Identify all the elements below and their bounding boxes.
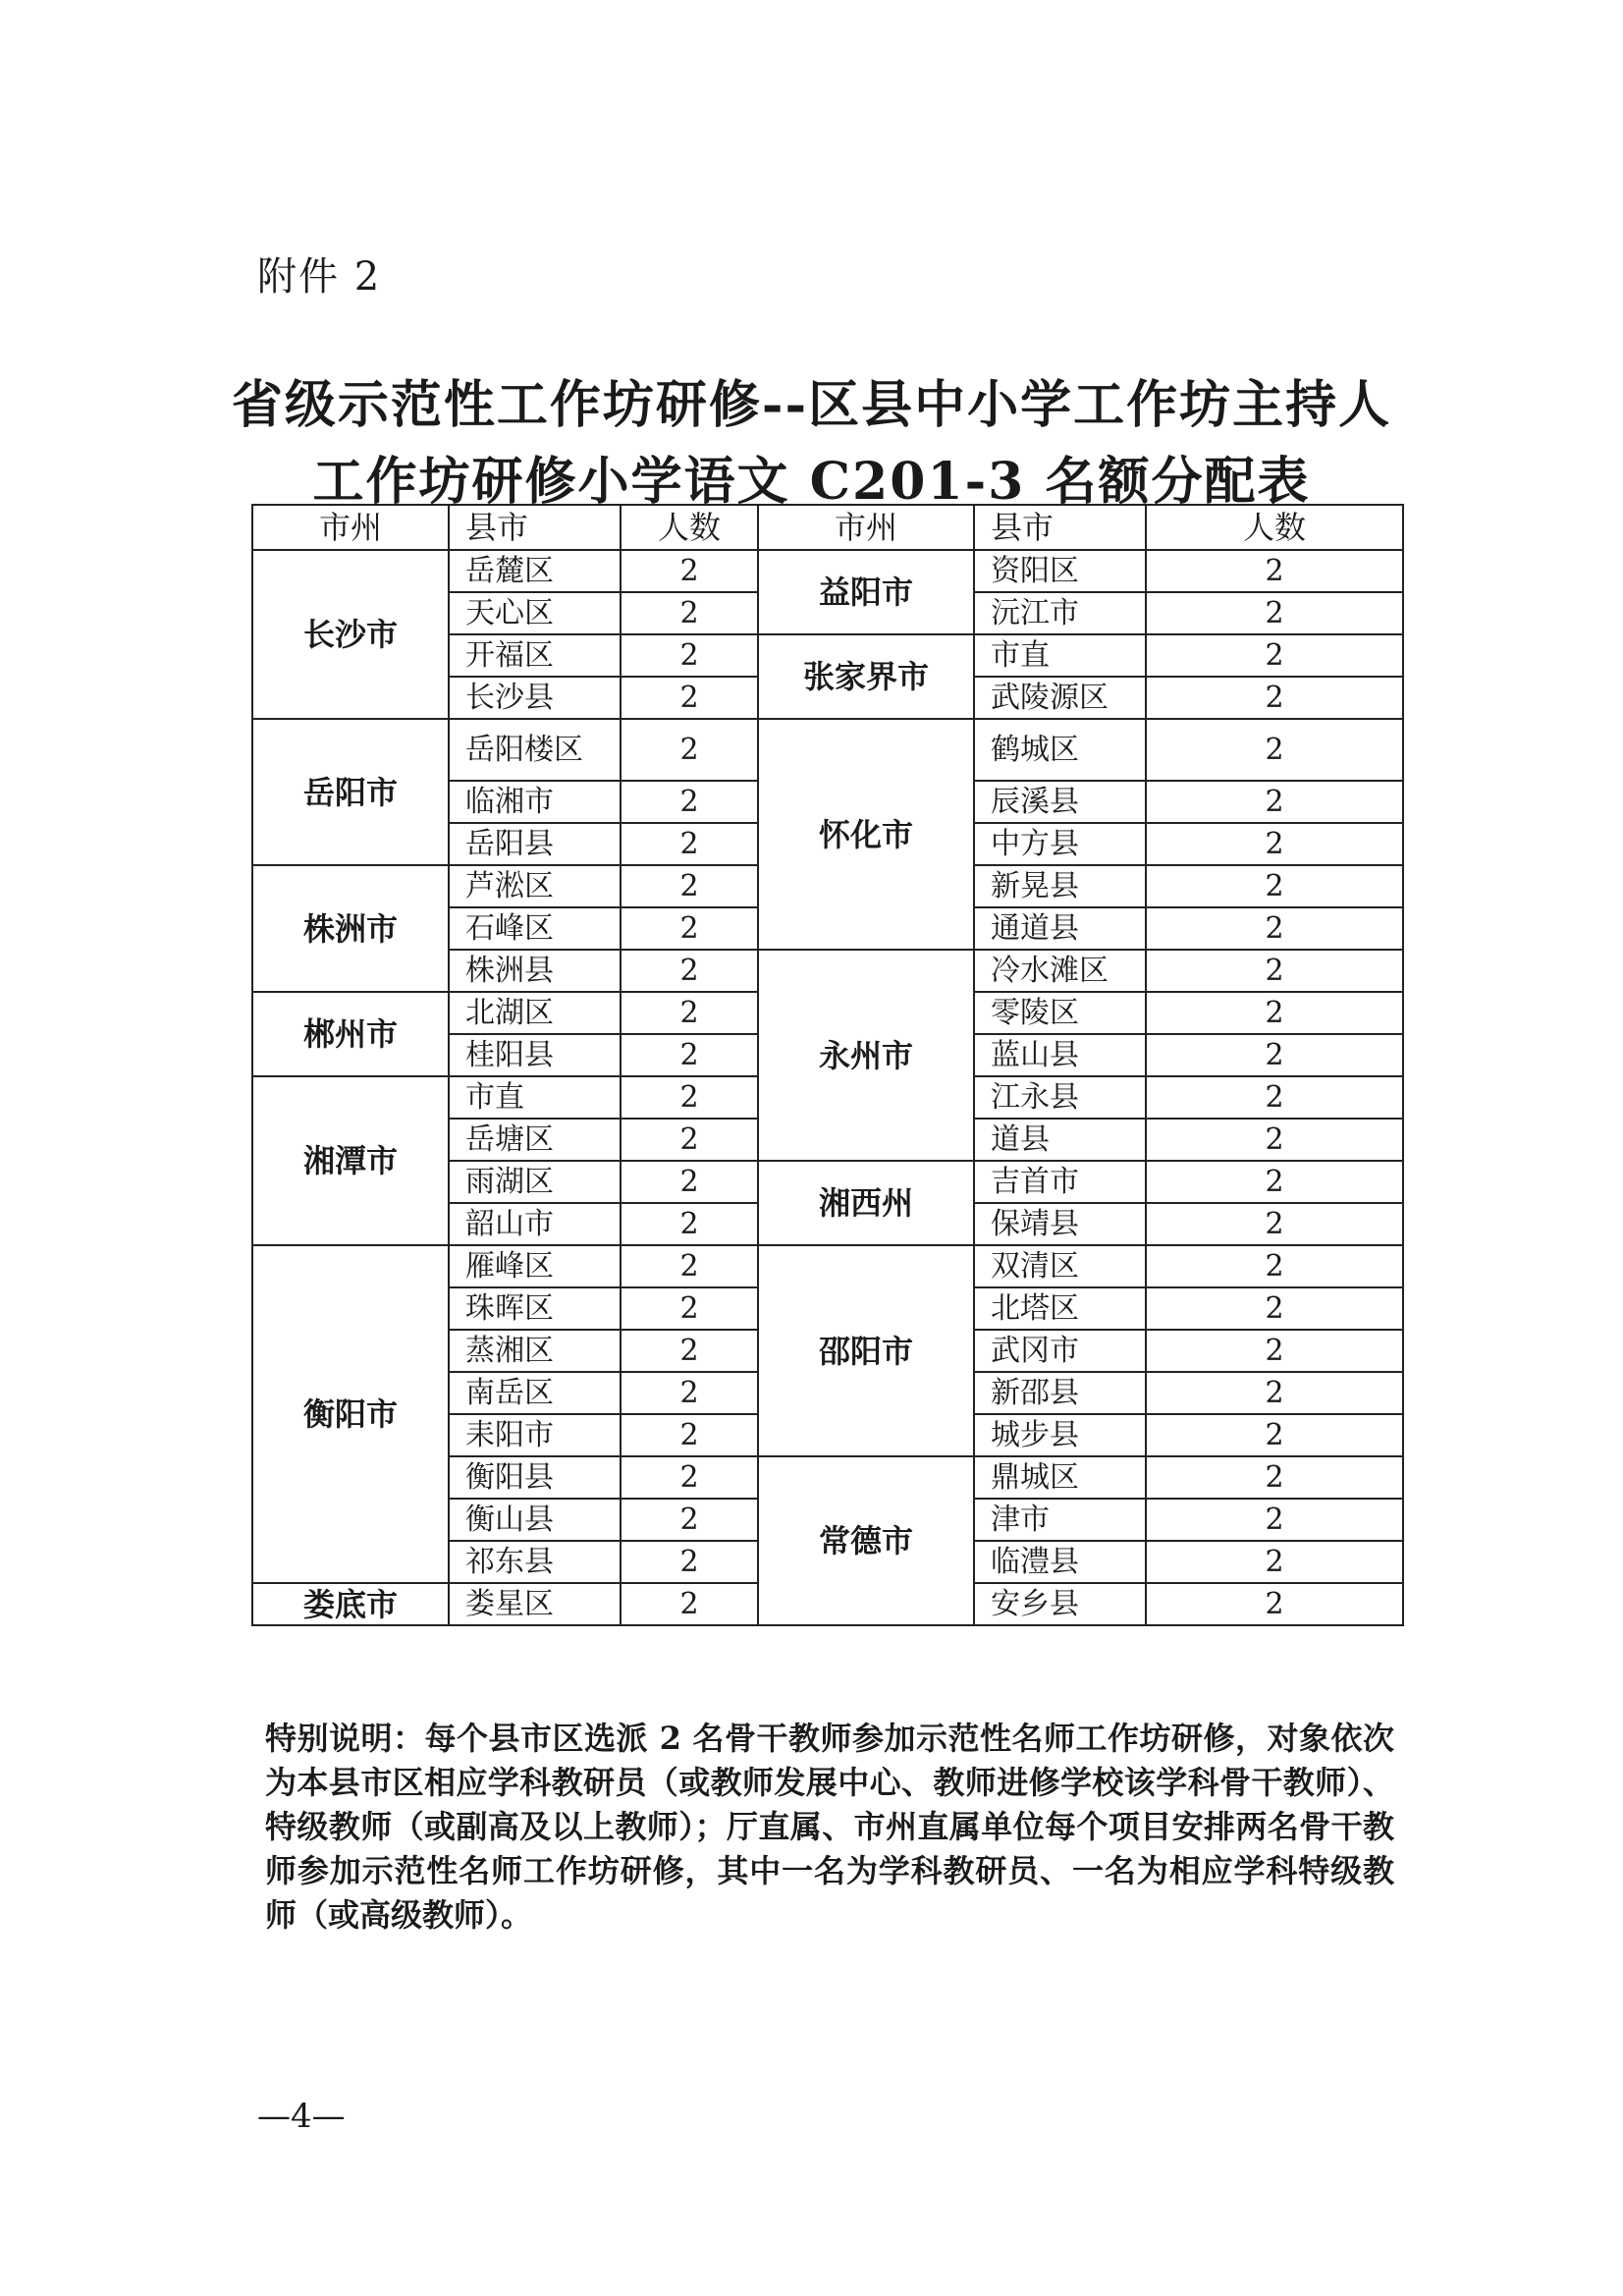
city-cell: 岳阳市 (252, 719, 449, 865)
count-cell: 2 (621, 823, 758, 865)
count-cell: 2 (1146, 1203, 1403, 1245)
county-cell: 鼎城区 (974, 1456, 1146, 1499)
county-cell: 祁东县 (449, 1541, 621, 1583)
count-cell: 2 (1146, 1330, 1403, 1372)
count-cell: 2 (1146, 1541, 1403, 1583)
count-cell: 2 (621, 550, 758, 592)
table-row (252, 1245, 1403, 1287)
county-cell: 津市 (974, 1499, 1146, 1541)
county-cell: 耒阳市 (449, 1414, 621, 1456)
city-cell: 永州市 (758, 950, 974, 1161)
county-cell: 武陵源区 (974, 677, 1146, 719)
count-cell: 2 (621, 1541, 758, 1583)
county-cell: 雁峰区 (449, 1245, 621, 1287)
count-cell: 2 (621, 1245, 758, 1287)
count-cell: 2 (1146, 950, 1403, 992)
count-cell: 2 (621, 1499, 758, 1541)
county-cell: 通道县 (974, 907, 1146, 950)
header-count-right: 人数 (1146, 505, 1403, 550)
count-cell: 2 (1146, 1034, 1403, 1076)
count-cell: 2 (621, 781, 758, 823)
city-cell: 株洲市 (252, 865, 449, 992)
county-cell: 开福区 (449, 634, 621, 677)
county-cell: 鹤城区 (974, 719, 1146, 781)
county-cell: 长沙县 (449, 677, 621, 719)
count-cell: 2 (621, 865, 758, 907)
count-cell: 2 (621, 907, 758, 950)
count-cell: 2 (1146, 1499, 1403, 1541)
county-cell: 冷水滩区 (974, 950, 1146, 992)
county-cell: 临湘市 (449, 781, 621, 823)
county-cell: 武冈市 (974, 1330, 1146, 1372)
county-cell: 韶山市 (449, 1203, 621, 1245)
county-cell: 岳塘区 (449, 1119, 621, 1161)
county-cell: 双清区 (974, 1245, 1146, 1287)
count-cell: 2 (1146, 677, 1403, 719)
count-cell: 2 (621, 1119, 758, 1161)
attachment-label: 附件 2 (257, 254, 382, 300)
county-cell: 衡山县 (449, 1499, 621, 1541)
county-cell: 江永县 (974, 1076, 1146, 1119)
city-cell: 郴州市 (252, 992, 449, 1076)
count-cell: 2 (621, 719, 758, 781)
city-cell: 邵阳市 (758, 1245, 974, 1456)
county-cell: 沅江市 (974, 592, 1146, 634)
count-cell: 2 (621, 1583, 758, 1625)
count-cell: 2 (621, 1203, 758, 1245)
county-cell: 岳阳楼区 (449, 719, 621, 781)
county-cell: 娄星区 (449, 1583, 621, 1625)
county-cell: 中方县 (974, 823, 1146, 865)
header-city-right: 市州 (758, 505, 974, 550)
count-cell: 2 (1146, 1414, 1403, 1456)
count-cell: 2 (1146, 634, 1403, 677)
count-cell: 2 (1146, 992, 1403, 1034)
count-cell: 2 (1146, 1076, 1403, 1119)
county-cell: 蓝山县 (974, 1034, 1146, 1076)
county-cell: 石峰区 (449, 907, 621, 950)
city-cell: 长沙市 (252, 550, 449, 719)
count-cell: 2 (1146, 1583, 1403, 1625)
county-cell: 临澧县 (974, 1541, 1146, 1583)
count-cell: 2 (1146, 1372, 1403, 1414)
count-cell: 2 (1146, 1287, 1403, 1330)
special-note: 特别说明：每个县市区选派 2 名骨干教师参加示范性名师工作坊研修，对象依次为本县市区相应学科教研员（或教师发展中心、教师进修学校该学科骨干教师）、特级教师（或副高及以上教师）；厅直属、市州直属单位每个项目安排两名骨干教师参加示范性名师工作坊研修，其中一名为学科教研员、一名为相应学科特级教师（或高级教师）。 (265, 1720, 1394, 1934)
count-cell: 2 (1146, 781, 1403, 823)
document-title-line-1: 省级示范性工作坊研修--区县中小学工作坊主持人 (231, 375, 1392, 435)
count-cell: 2 (1146, 1161, 1403, 1203)
county-cell: 南岳区 (449, 1372, 621, 1414)
county-cell: 新邵县 (974, 1372, 1146, 1414)
county-cell: 资阳区 (974, 550, 1146, 592)
header-county-left: 县市 (449, 505, 621, 550)
county-cell: 蒸湘区 (449, 1330, 621, 1372)
count-cell: 2 (1146, 1119, 1403, 1161)
county-cell: 吉首市 (974, 1161, 1146, 1203)
count-cell: 2 (621, 1456, 758, 1499)
header-count-left: 人数 (621, 505, 758, 550)
county-cell: 北塔区 (974, 1287, 1146, 1330)
count-cell: 2 (621, 1414, 758, 1456)
table-row (252, 719, 1403, 781)
county-cell: 道县 (974, 1119, 1146, 1161)
county-cell: 雨湖区 (449, 1161, 621, 1203)
county-cell: 市直 (449, 1076, 621, 1119)
city-cell: 张家界市 (758, 634, 974, 719)
document-title-line-2: 工作坊研修小学语文 C201-3 名额分配表 (312, 452, 1311, 512)
table-row (252, 550, 1403, 592)
county-cell: 保靖县 (974, 1203, 1146, 1245)
county-cell: 岳麓区 (449, 550, 621, 592)
count-cell: 2 (621, 950, 758, 992)
count-cell: 2 (621, 1076, 758, 1119)
count-cell: 2 (1146, 823, 1403, 865)
count-cell: 2 (1146, 865, 1403, 907)
count-cell: 2 (621, 1161, 758, 1203)
county-cell: 城步县 (974, 1414, 1146, 1456)
city-cell: 娄底市 (252, 1583, 449, 1625)
county-cell: 桂阳县 (449, 1034, 621, 1076)
count-cell: 2 (621, 592, 758, 634)
count-cell: 2 (621, 1330, 758, 1372)
table-header-row (252, 505, 1403, 550)
city-cell: 湘西州 (758, 1161, 974, 1245)
city-cell: 怀化市 (758, 719, 974, 950)
count-cell: 2 (1146, 907, 1403, 950)
county-cell: 芦淞区 (449, 865, 621, 907)
county-cell: 株洲县 (449, 950, 621, 992)
city-cell: 衡阳市 (252, 1245, 449, 1583)
count-cell: 2 (621, 992, 758, 1034)
county-cell: 珠晖区 (449, 1287, 621, 1330)
county-cell: 北湖区 (449, 992, 621, 1034)
count-cell: 2 (1146, 592, 1403, 634)
county-cell: 市直 (974, 634, 1146, 677)
count-cell: 2 (621, 634, 758, 677)
count-cell: 2 (1146, 1245, 1403, 1287)
header-city-left: 市州 (252, 505, 449, 550)
city-cell: 湘潭市 (252, 1076, 449, 1245)
county-cell: 新晃县 (974, 865, 1146, 907)
page-number: —4— (257, 2097, 346, 2136)
county-cell: 衡阳县 (449, 1456, 621, 1499)
count-cell: 2 (621, 677, 758, 719)
city-cell: 益阳市 (758, 550, 974, 634)
count-cell: 2 (621, 1372, 758, 1414)
county-cell: 安乡县 (974, 1583, 1146, 1625)
county-cell: 天心区 (449, 592, 621, 634)
count-cell: 2 (1146, 550, 1403, 592)
count-cell: 2 (621, 1034, 758, 1076)
county-cell: 岳阳县 (449, 823, 621, 865)
city-cell: 常德市 (758, 1456, 974, 1625)
count-cell: 2 (1146, 1456, 1403, 1499)
header-county-right: 县市 (974, 505, 1146, 550)
count-cell: 2 (1146, 719, 1403, 781)
county-cell: 零陵区 (974, 992, 1146, 1034)
county-cell: 辰溪县 (974, 781, 1146, 823)
count-cell: 2 (621, 1287, 758, 1330)
quota-allocation-table (251, 504, 1404, 1626)
